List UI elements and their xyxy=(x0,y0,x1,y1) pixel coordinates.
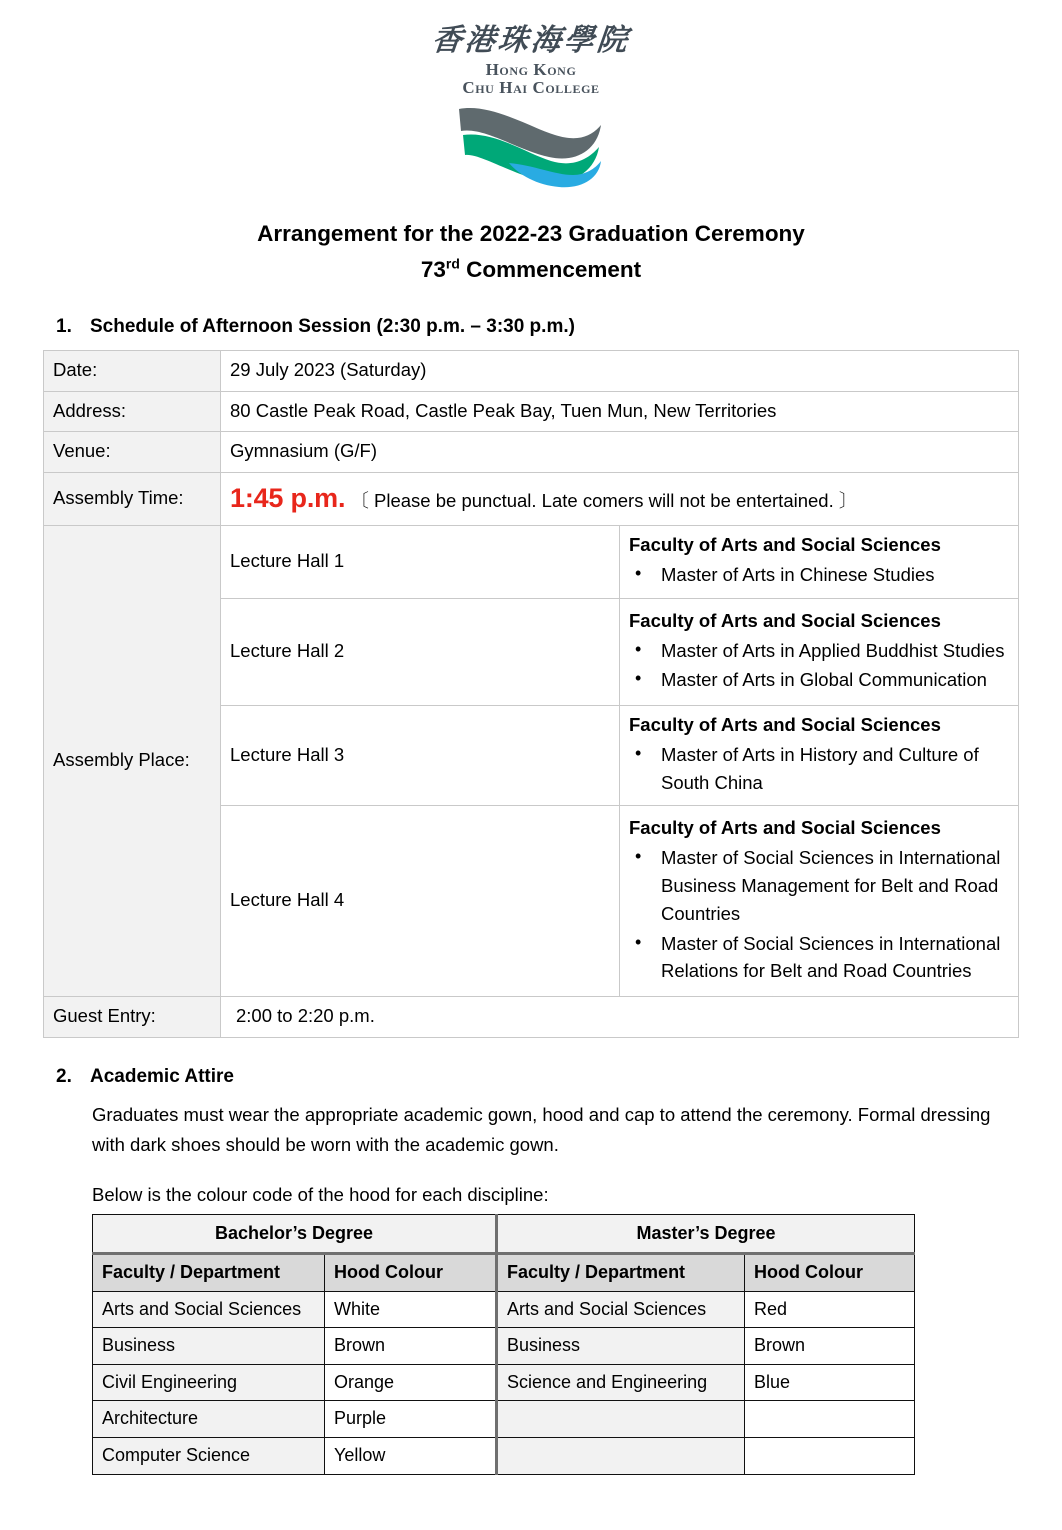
logo-chinese-name: 香港珠海學院 xyxy=(430,23,632,58)
logo-english-name xyxy=(462,61,599,97)
list-item: • Master of Social Sciences in International Business Management for Belt and Road Countries xyxy=(661,844,1009,927)
faculty-name-2: Faculty of Arts and Social Sciences xyxy=(629,609,941,631)
hall-content-4 xyxy=(620,806,1019,997)
list-item: • Master of Arts in Applied Buddhist Studies xyxy=(661,637,1009,665)
master-colour-cell: Blue xyxy=(745,1364,915,1401)
section-2-heading xyxy=(0,1066,1062,1088)
table-row xyxy=(93,1401,915,1438)
assembly-time-cell xyxy=(221,473,1019,526)
venue-value: Gymnasium (G/F) xyxy=(221,432,1019,473)
bachelor-dept-cell: Architecture xyxy=(93,1401,325,1438)
table-row-guest-entry xyxy=(44,997,1019,1038)
hood-table-intro: Below is the colour code of the hood for each discipline: xyxy=(92,1183,549,1205)
bachelor-dept-header: Faculty / Department xyxy=(93,1254,325,1292)
address-value: 80 Castle Peak Road, Castle Peak Bay, Tuen Mun, New Territories xyxy=(221,391,1019,432)
table-row xyxy=(93,1438,915,1475)
logo-english-line1: Hong Kong xyxy=(485,60,577,79)
table-row-venue xyxy=(44,432,1019,473)
master-colour-cell xyxy=(745,1438,915,1475)
hall-name-2: Lecture Hall 2 xyxy=(221,598,620,705)
master-colour-cell: Red xyxy=(745,1291,915,1328)
programme-list-2 xyxy=(629,637,1009,695)
master-colour-cell: Brown xyxy=(745,1328,915,1365)
schedule-table xyxy=(43,350,1019,1038)
bachelor-colour-cell: Purple xyxy=(325,1401,497,1438)
title-line-2 xyxy=(0,252,1062,288)
logo-english-line2: Chu Hai College xyxy=(462,77,600,97)
list-item: • Master of Arts in Chinese Studies xyxy=(661,561,1009,589)
master-dept-cell xyxy=(497,1401,745,1438)
hood-group-header-row xyxy=(93,1214,915,1254)
bachelor-colour-cell: Brown xyxy=(325,1328,497,1365)
assembly-time-label: Assembly Time: xyxy=(44,473,221,526)
hall-content-2 xyxy=(620,598,1019,705)
bachelor-colour-header: Hood Colour xyxy=(325,1254,497,1292)
bachelor-dept-cell: Civil Engineering xyxy=(93,1364,325,1401)
table-row-assembly-time xyxy=(44,473,1019,526)
section-1-title: Schedule of Afternoon Session (2:30 p.m. – 3:30 p.m.) xyxy=(90,315,575,337)
section-2-body xyxy=(0,1100,1062,1210)
logo-wave-mark xyxy=(451,101,611,194)
hall-name-4: Lecture Hall 4 xyxy=(221,806,620,997)
master-dept-cell xyxy=(497,1438,745,1475)
table-row-hall-1 xyxy=(44,526,1019,599)
master-dept-header: Faculty / Department xyxy=(497,1254,745,1292)
table-row xyxy=(93,1291,915,1328)
academic-attire-paragraph: Graduates must wear the appropriate academic gown, hood and cap to attend the ceremony. Formal dressing with dark shoes should be worn with the academic gown. xyxy=(92,1103,991,1155)
table-row-address xyxy=(44,391,1019,432)
table-row-date xyxy=(44,350,1019,391)
table-row xyxy=(93,1328,915,1365)
master-dept-cell: Arts and Social Sciences xyxy=(497,1291,745,1328)
date-value: 29 July 2023 (Saturday) xyxy=(221,350,1019,391)
faculty-name-4: Faculty of Arts and Social Sciences xyxy=(629,817,941,839)
table-row xyxy=(93,1364,915,1401)
bachelor-colour-cell: Yellow xyxy=(325,1438,497,1475)
commencement-word: Commencement xyxy=(459,256,642,282)
commencement-ordinal-suffix: rd xyxy=(445,255,460,272)
master-dept-cell: Science and Engineering xyxy=(497,1364,745,1401)
bachelor-colour-cell: Orange xyxy=(325,1364,497,1401)
address-label: Address: xyxy=(44,391,221,432)
assembly-time-note: 〔 Please be punctual. Late comers will not be entertained. 〕 xyxy=(350,490,858,512)
assembly-time-value: 1:45 p.m. xyxy=(230,483,346,514)
section-2-number: 2. xyxy=(56,1065,72,1087)
assembly-place-label: Assembly Place: xyxy=(44,526,221,997)
programme-list-1 xyxy=(629,561,1009,589)
guest-entry-value: 2:00 to 2:20 p.m. xyxy=(221,997,1019,1038)
section-2-title: Academic Attire xyxy=(90,1065,234,1087)
list-item: • Master of Social Sciences in International Relations for Belt and Road Countries xyxy=(661,930,1009,986)
college-logo xyxy=(0,0,1062,194)
guest-entry-label: Guest Entry: xyxy=(44,997,221,1038)
hall-content-1 xyxy=(620,526,1019,599)
hood-colour-table xyxy=(92,1214,915,1475)
bachelor-dept-cell: Computer Science xyxy=(93,1438,325,1475)
bachelor-dept-cell: Business xyxy=(93,1328,325,1365)
section-1-heading xyxy=(0,316,1062,338)
bachelor-degree-header: Bachelor’s Degree xyxy=(93,1214,497,1254)
list-item: • Master of Arts in History and Culture of South China xyxy=(661,741,1009,797)
faculty-name-1: Faculty of Arts and Social Sciences xyxy=(629,534,941,556)
list-item: • Master of Arts in Global Communication xyxy=(661,666,1009,694)
section-1-number: 1. xyxy=(56,315,72,337)
master-degree-header: Master’s Degree xyxy=(497,1214,915,1254)
bachelor-colour-cell: White xyxy=(325,1291,497,1328)
programme-list-4 xyxy=(629,844,1009,985)
hall-content-3 xyxy=(620,706,1019,806)
hood-column-header-row xyxy=(93,1254,915,1292)
title-line-1: Arrangement for the 2022-23 Graduation Ceremony xyxy=(257,220,805,246)
programme-list-3 xyxy=(629,741,1009,797)
hood-table-wrapper xyxy=(0,1214,1062,1475)
commencement-number: 73 xyxy=(420,256,446,282)
venue-label: Venue: xyxy=(44,432,221,473)
master-colour-header: Hood Colour xyxy=(745,1254,915,1292)
bachelor-dept-cell: Arts and Social Sciences xyxy=(93,1291,325,1328)
master-dept-cell: Business xyxy=(497,1328,745,1365)
document-title xyxy=(0,216,1062,288)
hall-name-1: Lecture Hall 1 xyxy=(221,526,620,599)
hall-name-3: Lecture Hall 3 xyxy=(221,706,620,806)
date-label: Date: xyxy=(44,350,221,391)
master-colour-cell xyxy=(745,1401,915,1438)
faculty-name-3: Faculty of Arts and Social Sciences xyxy=(629,714,941,736)
